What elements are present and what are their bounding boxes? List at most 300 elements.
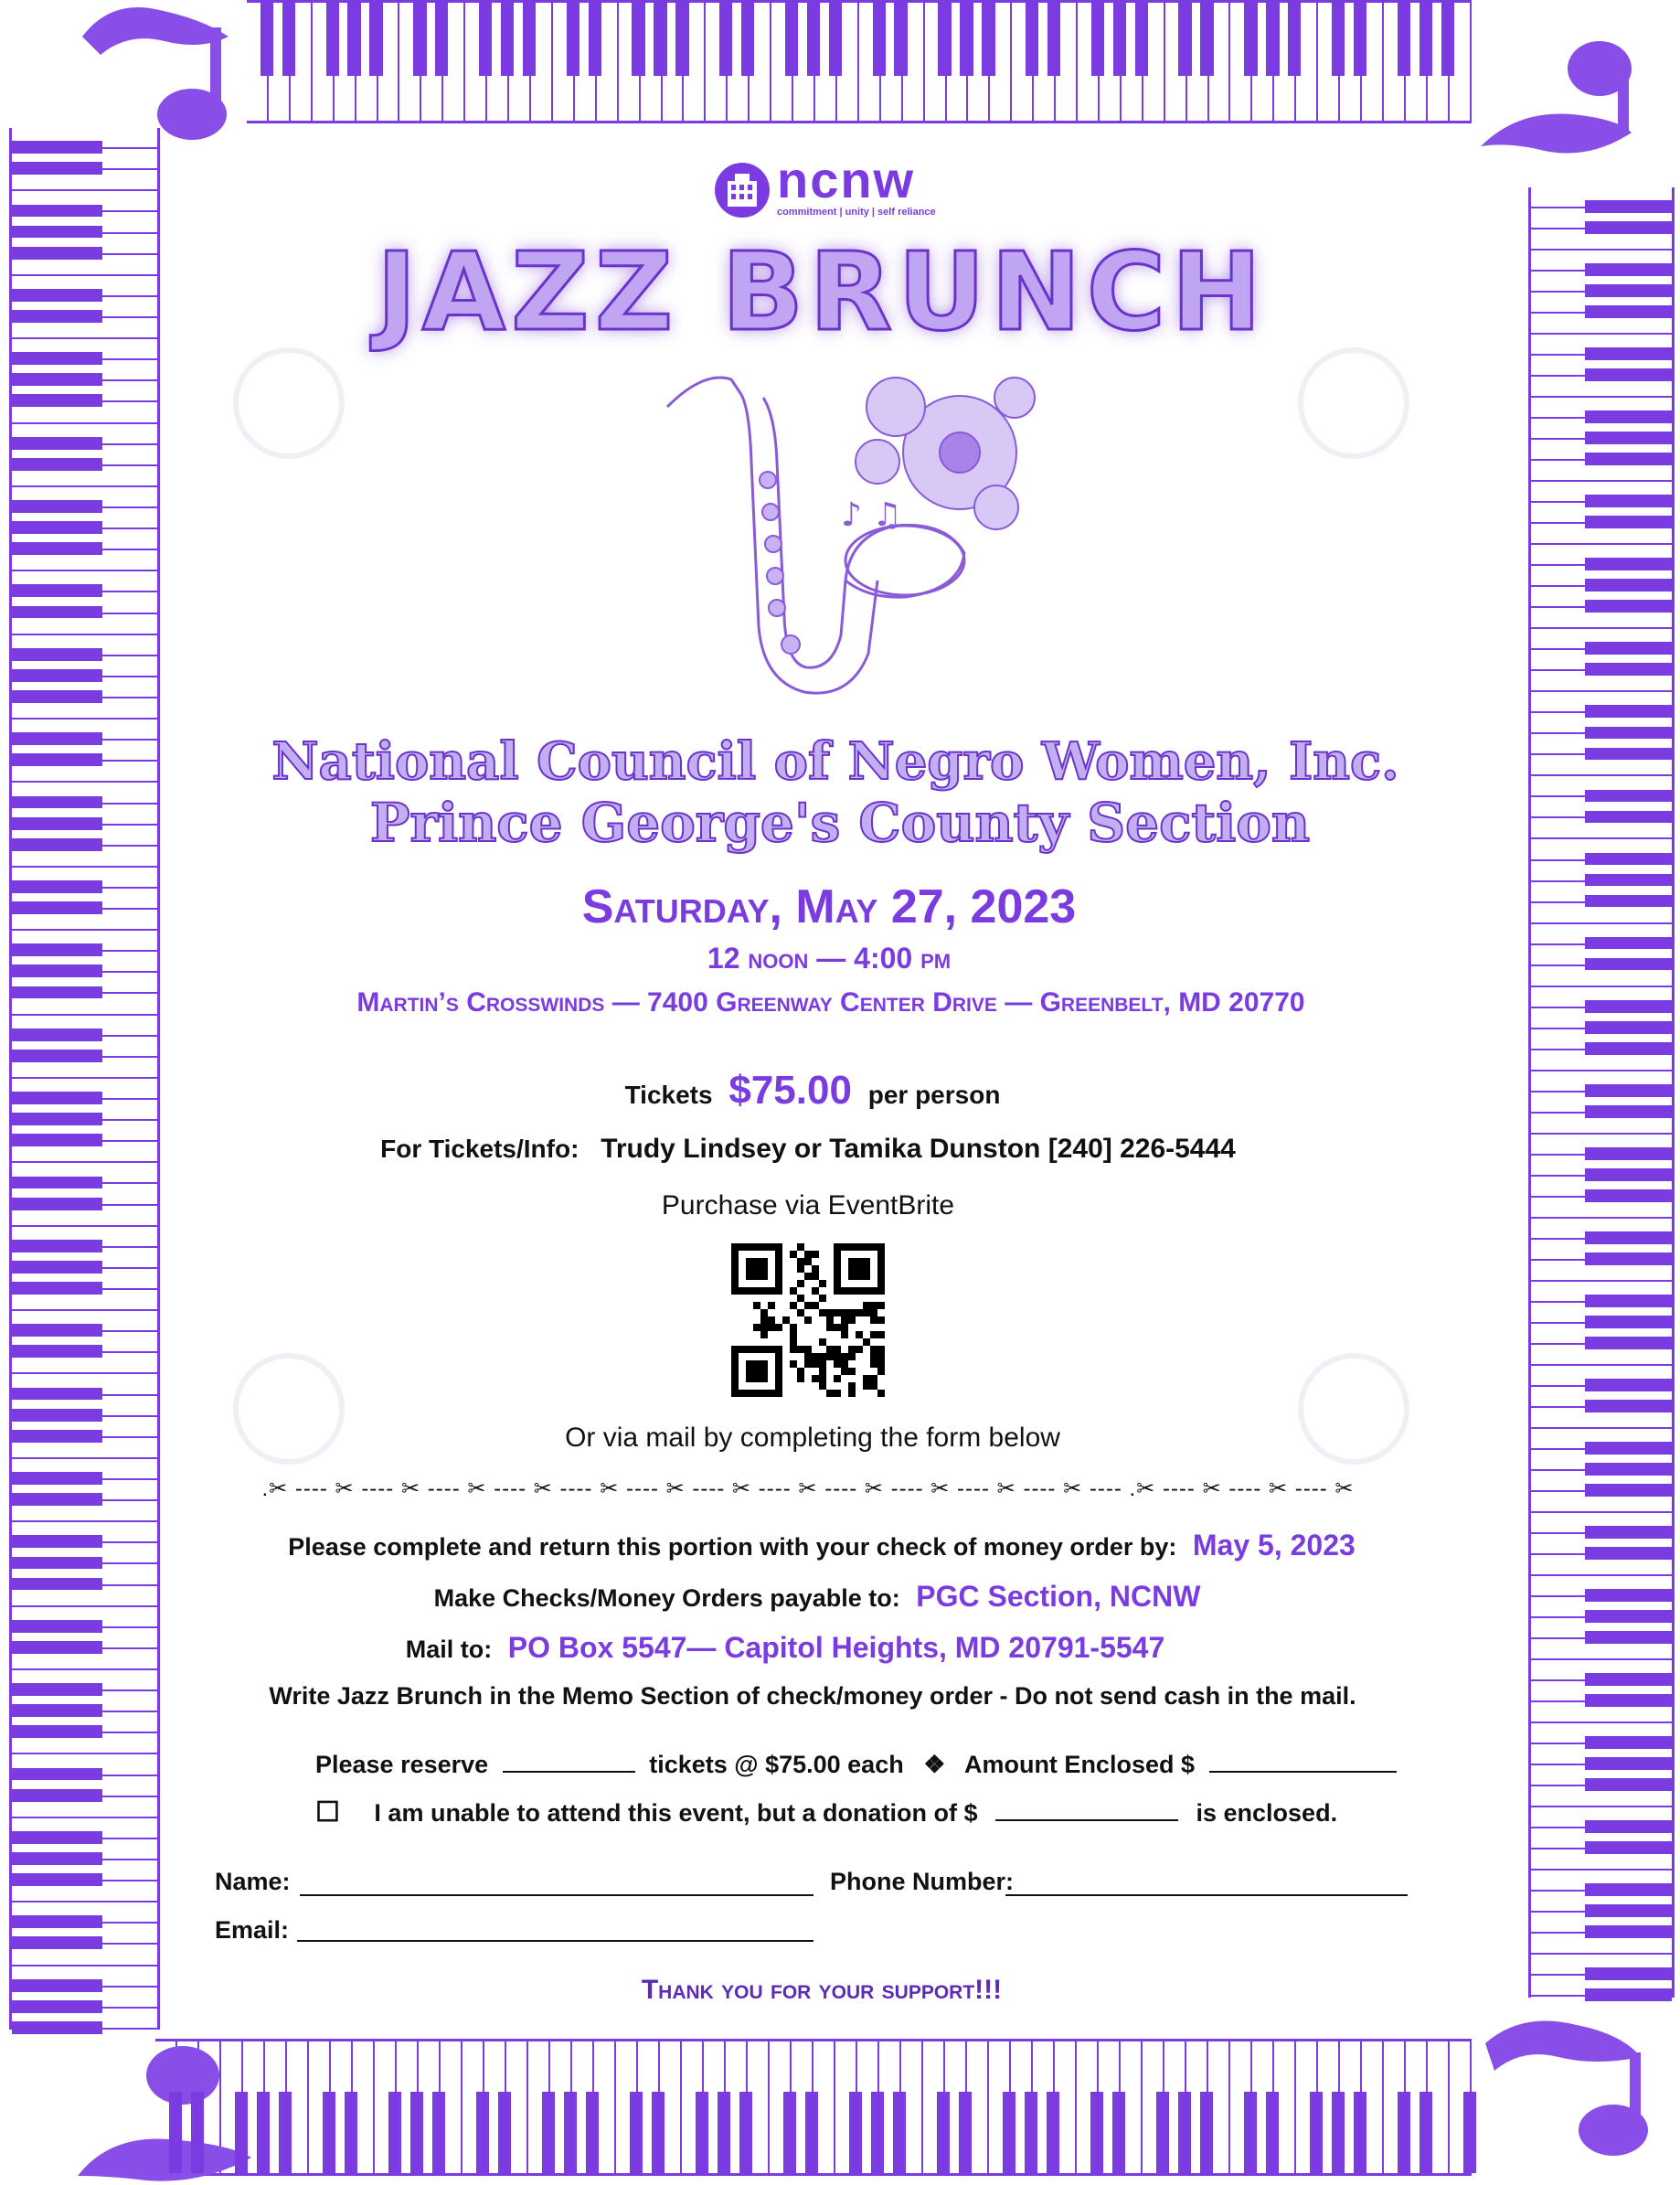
piano-black-key [523,3,536,76]
piano-black-key [1585,1778,1672,1791]
piano-black-key [829,3,842,76]
event-time: 12 noon — 4:00 pm [707,942,952,975]
piano-black-key [1585,347,1672,360]
piano-black-key [12,226,102,239]
music-note-icon [73,0,247,151]
piano-black-key [1398,3,1410,76]
piano-black-key [1585,1316,1672,1328]
tickets-contact: Trudy Lindsey or Tamika Dunston [240] 226-5444 [601,1134,1236,1164]
amount-field[interactable] [1209,1771,1397,1773]
piano-key [923,2041,945,2173]
piano-black-key [1332,3,1345,76]
piano-black-key [805,2092,818,2173]
piano-black-key [1585,1147,1672,1160]
piano-black-key [1585,1105,1672,1118]
logo-wordmark: ncnw [777,151,916,208]
piano-black-key [630,2092,643,2173]
piano-black-key [12,669,102,682]
piano-black-key [12,247,102,260]
piano-black-key [12,1092,102,1104]
piano-black-key [1585,368,1672,381]
piano-black-key [1585,1883,1672,1896]
donation-line [315,1796,1337,1828]
name-field[interactable] [300,1894,813,1896]
piano-key [989,2041,1011,2173]
piano-key [247,3,269,121]
piano-black-key [1585,748,1672,761]
piano-black-key [413,3,426,76]
piano-black-key [938,3,951,76]
ticket-count-field[interactable] [503,1771,635,1773]
piano-black-key [326,3,339,76]
piano-black-key [12,2021,102,2034]
piano-black-key [501,3,514,76]
piano-black-key [261,3,273,76]
piano-black-key [632,3,644,76]
logo-tagline: commitment | unity | self reliance [777,207,936,218]
piano-black-key [1266,3,1279,76]
piano-key [12,571,157,592]
piano-black-key [1585,1379,1672,1391]
piano-key [1296,2041,1318,2173]
piano-key [1531,1219,1672,1240]
piano-black-key [12,394,102,407]
piano-black-key [718,2092,730,2173]
amount-label: Amount Enclosed $ [963,1751,1195,1778]
reserve-line [315,1751,1397,1779]
tickets-suffix: per person [867,1081,1001,1109]
piano-key [1531,482,1672,503]
piano-black-key [12,1029,102,1041]
piano-black-key [12,1261,102,1274]
piano-black-key [1047,3,1060,76]
piano-black-key [12,796,102,809]
piano-black-key [567,3,579,76]
piano-black-key [235,2092,248,2173]
piano-black-key [12,1725,102,1738]
piano-black-key [1135,3,1148,76]
piano-border-bottom [155,2039,1472,2176]
piano-black-key [1441,3,1454,76]
piano-black-key [12,584,102,597]
piano-key [616,2041,638,2173]
piano-black-key [1354,2092,1366,2173]
piano-key [528,2041,550,2173]
piano-black-key [893,2092,906,2173]
piano-black-key [1585,1589,1672,1602]
piano-black-key [1463,2092,1476,2173]
ncnw-logo [713,151,978,224]
piano-black-key [1585,874,1672,887]
email-field[interactable] [297,1940,813,1942]
piano-key [1012,3,1034,121]
piano-black-key [12,1493,102,1506]
piano-key [1531,1955,1672,1976]
piano-black-key [12,606,102,619]
piano-black-key [1244,2092,1257,2173]
donation-amount-field[interactable] [995,1819,1178,1821]
piano-black-key [12,458,102,471]
piano-black-key [12,542,102,555]
piano-key [1230,3,1252,121]
piano-black-key [12,521,102,534]
piano-key [1384,2041,1406,2173]
qr-code-icon[interactable] [731,1243,885,1397]
piano-black-key [1585,221,1672,234]
piano-key [1531,692,1672,713]
piano-black-key [12,690,102,703]
piano-black-key [12,1282,102,1295]
piano-black-key [1585,642,1672,655]
piano-black-key [1585,284,1672,297]
piano-black-key [1332,2092,1345,2173]
piano-black-key [1112,2092,1125,2173]
piano-black-key [12,1683,102,1696]
piano-black-key [1266,2092,1279,2173]
piano-black-key [12,1050,102,1062]
piano-key [1450,2041,1472,2173]
piano-black-key [1585,811,1672,824]
piano-key [375,2041,397,2173]
piano-black-key [960,3,973,76]
piano-key [835,2041,857,2173]
piano-key [1143,2041,1164,2173]
piano-black-key [388,2092,401,2173]
piano-black-key [12,732,102,745]
watermark [233,347,345,459]
piano-black-key [1003,2092,1015,2173]
music-note-icon [73,2030,256,2185]
piano-black-key [1585,1442,1672,1455]
piano-black-key [1047,2092,1059,2173]
piano-black-key [1585,853,1672,866]
piano-key [1531,1723,1672,1744]
piano-black-key [719,3,732,76]
piano-black-key [12,986,102,999]
piano-black-key [435,3,448,76]
piano-key [399,3,421,121]
piano-black-key [1419,3,1432,76]
piano-black-key [1178,2092,1191,2173]
piano-black-key [12,289,102,302]
piano-key [553,3,575,121]
piano-black-key [783,2092,796,2173]
piano-black-key [873,3,886,76]
piano-black-key [1585,1295,1672,1307]
piano-black-key [12,1113,102,1125]
piano-black-key [12,943,102,956]
tickets-info [0,1134,1648,1165]
phone-label: Phone Number: [830,1868,1015,1895]
piano-black-key [1585,1841,1672,1854]
piano-black-key [1585,790,1672,803]
piano-key [771,3,793,121]
piano-black-key [12,1324,102,1337]
piano-black-key [1585,1673,1672,1686]
piano-black-key [12,1704,102,1717]
piano-key [706,3,728,121]
piano-black-key [1585,1736,1672,1749]
tickets-line [0,1068,1653,1114]
piano-black-key [937,2092,950,2173]
event-title: JAZZ BRUNCH [376,229,1268,355]
donation-prefix: I am unable to attend this event, but a donation of $ [374,1799,978,1827]
piano-black-key [1585,263,1672,276]
piano-black-key [12,648,102,661]
piano-black-key [12,162,102,175]
piano-black-key [12,1134,102,1146]
mail-address-line [0,1631,1625,1665]
piano-black-key [1585,305,1672,318]
piano-black-key [1585,1252,1672,1265]
piano-black-key [1585,200,1672,213]
piano-black-key [1585,1231,1672,1244]
piano-black-key [257,2092,270,2173]
piano-black-key [1585,1757,1672,1770]
piano-black-key [12,1936,102,1949]
tickets-info-label: For Tickets/Info: [380,1135,579,1163]
piano-black-key [959,2092,972,2173]
piano-black-key [1026,3,1038,76]
piano-black-key [369,3,382,76]
tickets-label: Tickets [624,1081,713,1109]
piano-border-top [247,0,1472,123]
payable-line [0,1580,1657,1614]
piano-black-key [1585,1526,1672,1539]
return-instructions [0,1529,1662,1562]
cut-line: .✂ ---- ✂ ---- ✂ ---- ✂ ---- ✂ ---- ✂ ---- ✂ ---- ✂ ---- ✂ ---- ✂ ---- ✂ ---- ✂ ---- ✂ ---- .✂ ---- ✂ ---- ✂ ---- ✂ [261,1476,1355,1501]
piano-black-key [654,3,666,76]
event-date: Saturday, May 27, 2023 [581,880,1077,933]
closing-message: Thank you for your support!!! [641,1975,1003,2005]
piano-black-key [1090,2092,1103,2173]
piano-black-key [1585,1967,1672,1980]
piano-black-key [1585,958,1672,971]
piano-black-key [1244,3,1257,76]
piano-key [12,1163,157,1184]
piano-black-key [432,2092,445,2173]
piano-black-key [1585,705,1672,718]
memo-line: Write Jazz Brunch in the Memo Section of check/money order - Do not send cash in the mail. [269,1682,1356,1710]
piano-black-key [282,3,295,76]
piano-black-key [12,1430,102,1443]
piano-key [12,1818,157,1839]
piano-black-key [1354,3,1366,76]
piano-black-key [1200,2092,1213,2173]
piano-black-key [12,1831,102,1844]
phone-field[interactable] [1005,1894,1408,1896]
piano-black-key [1585,1337,1672,1349]
piano-key [770,2041,792,2173]
piano-key [1165,3,1187,121]
piano-black-key [12,310,102,323]
piano-black-key [12,880,102,893]
piano-black-key [498,2092,511,2173]
music-note-icon [1476,2007,1659,2162]
piano-key [1078,3,1100,121]
piano-black-key [12,1535,102,1548]
piano-black-key [1585,410,1672,423]
piano-black-key [675,3,688,76]
piano-black-key [1585,1925,1672,1938]
piano-black-key [12,1409,102,1422]
piano-black-key [12,1768,102,1781]
piano-key [1384,3,1406,121]
piano-key [313,3,335,121]
reserve-prefix: Please reserve [315,1751,489,1778]
payable-to: PGC Section, NCNW [916,1580,1201,1613]
piano-black-key [12,1472,102,1485]
piano-black-key [12,1641,102,1654]
piano-black-key [1585,1904,1672,1917]
piano-black-key [12,1852,102,1865]
ticket-price: $75.00 [728,1068,852,1113]
piano-black-key [12,141,102,154]
piano-key [463,2041,484,2173]
piano-black-key [12,1979,102,1992]
piano-black-key [479,3,492,76]
org-name: National Council of Negro Women, Inc. [271,731,1399,792]
piano-black-key [871,2092,884,2173]
piano-black-key [652,2092,665,2173]
piano-black-key [1585,1463,1672,1476]
piano-black-key [785,3,798,76]
piano-black-key [849,2092,862,2173]
piano-key [465,3,487,121]
piano-key [1531,398,1672,419]
piano-black-key [12,373,102,386]
piano-black-key [1585,1400,1672,1412]
piano-black-key [1585,1820,1672,1833]
piano-black-key [739,2092,752,2173]
piano-key [12,191,157,212]
svg-text:♪ ♫: ♪ ♫ [841,496,902,534]
piano-black-key [279,2092,292,2173]
piano-black-key [894,3,907,76]
piano-black-key [1585,1042,1672,1055]
piano-key [12,1311,157,1332]
piano-black-key [12,1557,102,1570]
piano-black-key [1585,1631,1672,1644]
piano-black-key [1585,516,1672,528]
piano-black-key [1585,1168,1672,1181]
piano-key [12,1016,157,1037]
piano-black-key [12,1873,102,1886]
mail-address: PO Box 5547— Capitol Heights, MD 20791-5547 [507,1631,1165,1664]
piano-black-key [1585,727,1672,740]
piano-black-key [1419,2092,1432,2173]
piano-black-key [12,1345,102,1358]
piano-black-key [347,3,360,76]
piano-black-key [1585,495,1672,507]
return-text: Please complete and return this portion with your check of money order by: [288,1533,1177,1561]
piano-black-key [564,2092,577,2173]
piano-black-key [1178,3,1191,76]
piano-black-key [12,753,102,766]
piano-black-key [12,205,102,218]
music-note-icon [1472,27,1645,165]
checkbox-icon[interactable]: ☐ [315,1797,340,1828]
piano-black-key [476,2092,489,2173]
diamond-icon: ❖ [923,1751,946,1778]
reserve-middle: tickets @ $75.00 each [649,1751,904,1778]
mail-note: Or via mail by completing the form below [565,1423,1060,1453]
piano-key [12,1903,157,1924]
piano-key [1230,2041,1252,2173]
flower-icon [813,352,1051,553]
piano-black-key [1585,1988,1672,2001]
piano-black-key [12,1578,102,1591]
piano-key [682,2041,704,2173]
piano-black-key [586,2092,599,2173]
piano-key [1531,1366,1672,1387]
donation-suffix: is enclosed. [1196,1799,1338,1827]
piano-black-key [12,1388,102,1401]
purchase-note: Purchase via EventBrite [661,1190,955,1220]
piano-black-key [1585,1021,1672,1034]
piano-black-key [12,838,102,851]
piano-black-key [807,3,820,76]
piano-black-key [1585,1189,1672,1202]
org-section: Prince George's County Section [369,792,1311,854]
piano-black-key [1585,558,1672,570]
piano-key [12,1374,157,1395]
piano-black-key [1288,3,1301,76]
piano-black-key [12,965,102,977]
piano-key [859,3,881,121]
piano-key [12,487,157,508]
piano-key [1531,629,1672,650]
piano-key [1531,1807,1672,1828]
piano-black-key [696,2092,708,2173]
piano-black-key [1585,895,1672,908]
piano-key [619,3,641,121]
piano-key [1531,545,1672,566]
piano-black-key [12,352,102,365]
piano-black-key [1113,3,1126,76]
piano-black-key [1585,1694,1672,1707]
piano-black-key [1585,432,1672,444]
piano-black-key [589,3,601,76]
piano-black-key [12,1789,102,1802]
piano-black-key [1585,1610,1672,1623]
piano-black-key [12,2000,102,2013]
piano-black-key [1200,3,1213,76]
piano-black-key [1585,1084,1672,1097]
event-venue: Martin’s Crosswinds — 7400 Greenway Center Drive — Greenbelt, MD 20770 [356,987,1305,1018]
piano-black-key [1025,2092,1037,2173]
watermark [1298,347,1409,459]
piano-key [309,2041,331,2173]
piano-black-key [1585,579,1672,592]
piano-black-key [12,500,102,513]
piano-key [1077,2041,1099,2173]
mail-label: Mail to: [405,1636,493,1663]
piano-black-key [741,3,754,76]
piano-key [1318,3,1340,121]
piano-key [1531,1871,1672,1892]
piano-black-key [169,2092,182,2173]
return-date: May 5, 2023 [1192,1529,1356,1561]
piano-black-key [345,2092,357,2173]
piano-black-key [1585,663,1672,676]
piano-black-key [12,1177,102,1189]
piano-key [1531,1282,1672,1303]
piano-black-key [12,1620,102,1633]
piano-black-key [542,2092,555,2173]
piano-black-key [1310,2092,1323,2173]
piano-black-key [12,1198,102,1210]
